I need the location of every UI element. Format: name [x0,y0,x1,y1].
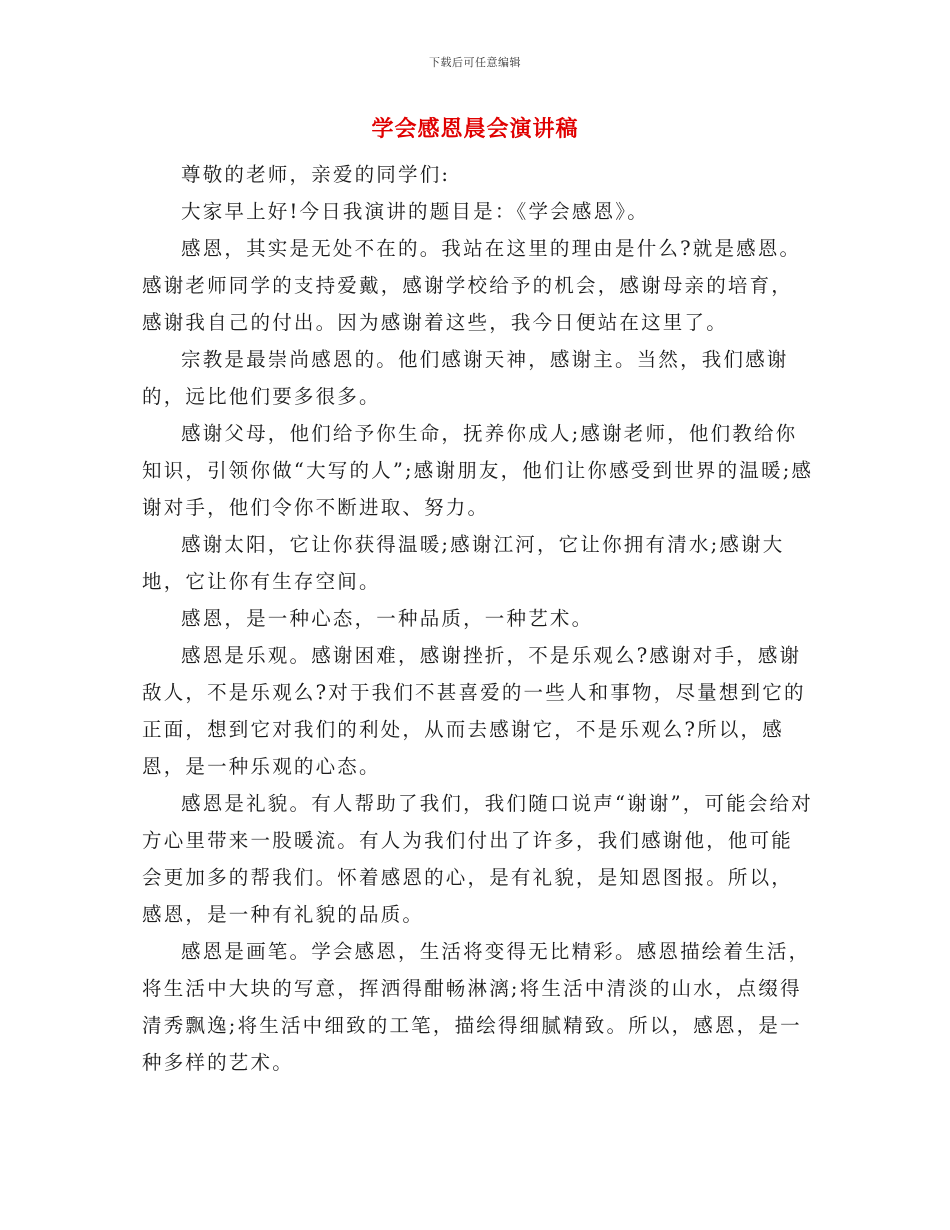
paragraph-greeting: 大家早上好!今日我演讲的题目是：《学会感恩》。 [181,200,649,223]
paragraph: 宗教是最崇尚感恩的。他们感谢天神，感谢主。当然，我们感谢的，远比他们要多很多。 [142,348,789,408]
paragraph: 感恩是礼貌。有人帮助了我们，我们随口说声“谢谢”，可能会给对方心里带来一股暖流。有人为我们付出了许多，我们感谢他，他可能会更加多的帮我们。怀着感恩的心，是有礼貌，是知恩图报。所以，感恩，是一种有礼貌的品质。 [142,792,813,926]
document-body [142,156,814,1081]
document-title: 学会感恩晨会演讲稿 [371,116,579,142]
paragraph: 感恩是乐观。感谢困难，感谢挫折，不是乐观么?感谢对手，感谢敌人，不是乐观么?对于我们不甚喜爱的一些人和事物，尽量想到它的正面，想到它对我们的利处，从而去感谢它，不是乐观么?所以，感恩，是一种乐观的心态。 [142,644,806,778]
paragraph: 感恩是画笔。学会感恩，生活将变得无比精彩。感恩描绘着生活，将生活中大块的写意，挥洒得酣畅淋漓;将生活中清淡的山水，点缀得清秀飘逸;将生活中细致的工笔，描绘得细腻精致。所以，感恩，是一种多样的艺术。 [142,940,811,1074]
paragraph: 感恩，是一种心态，一种品质，一种艺术。 [181,607,594,630]
paragraph: 感谢太阳，它让你获得温暖;感谢江河，它让你拥有清水;感谢大地，它让你有生存空间。 [142,533,785,593]
header-note: 下载后可任意编辑 [429,56,521,69]
paragraph-salutation: 尊敬的老师，亲爱的同学们: [181,163,451,186]
paragraph: 感恩，其实是无处不在的。我站在这里的理由是什么?就是感恩。感谢老师同学的支持爱戴，感谢学校给予的机会，感谢母亲的培育，感谢我自己的付出。因为感谢着这些，我今日便站在这里了。 [142,237,802,334]
paragraph: 感谢父母，他们给予你生命，抚养你成人;感谢老师，他们教给你知识，引领你做“大写的人”;感谢朋友，他们让你感受到世界的温暖;感谢对手，他们令你不断进取、努力。 [142,422,814,519]
